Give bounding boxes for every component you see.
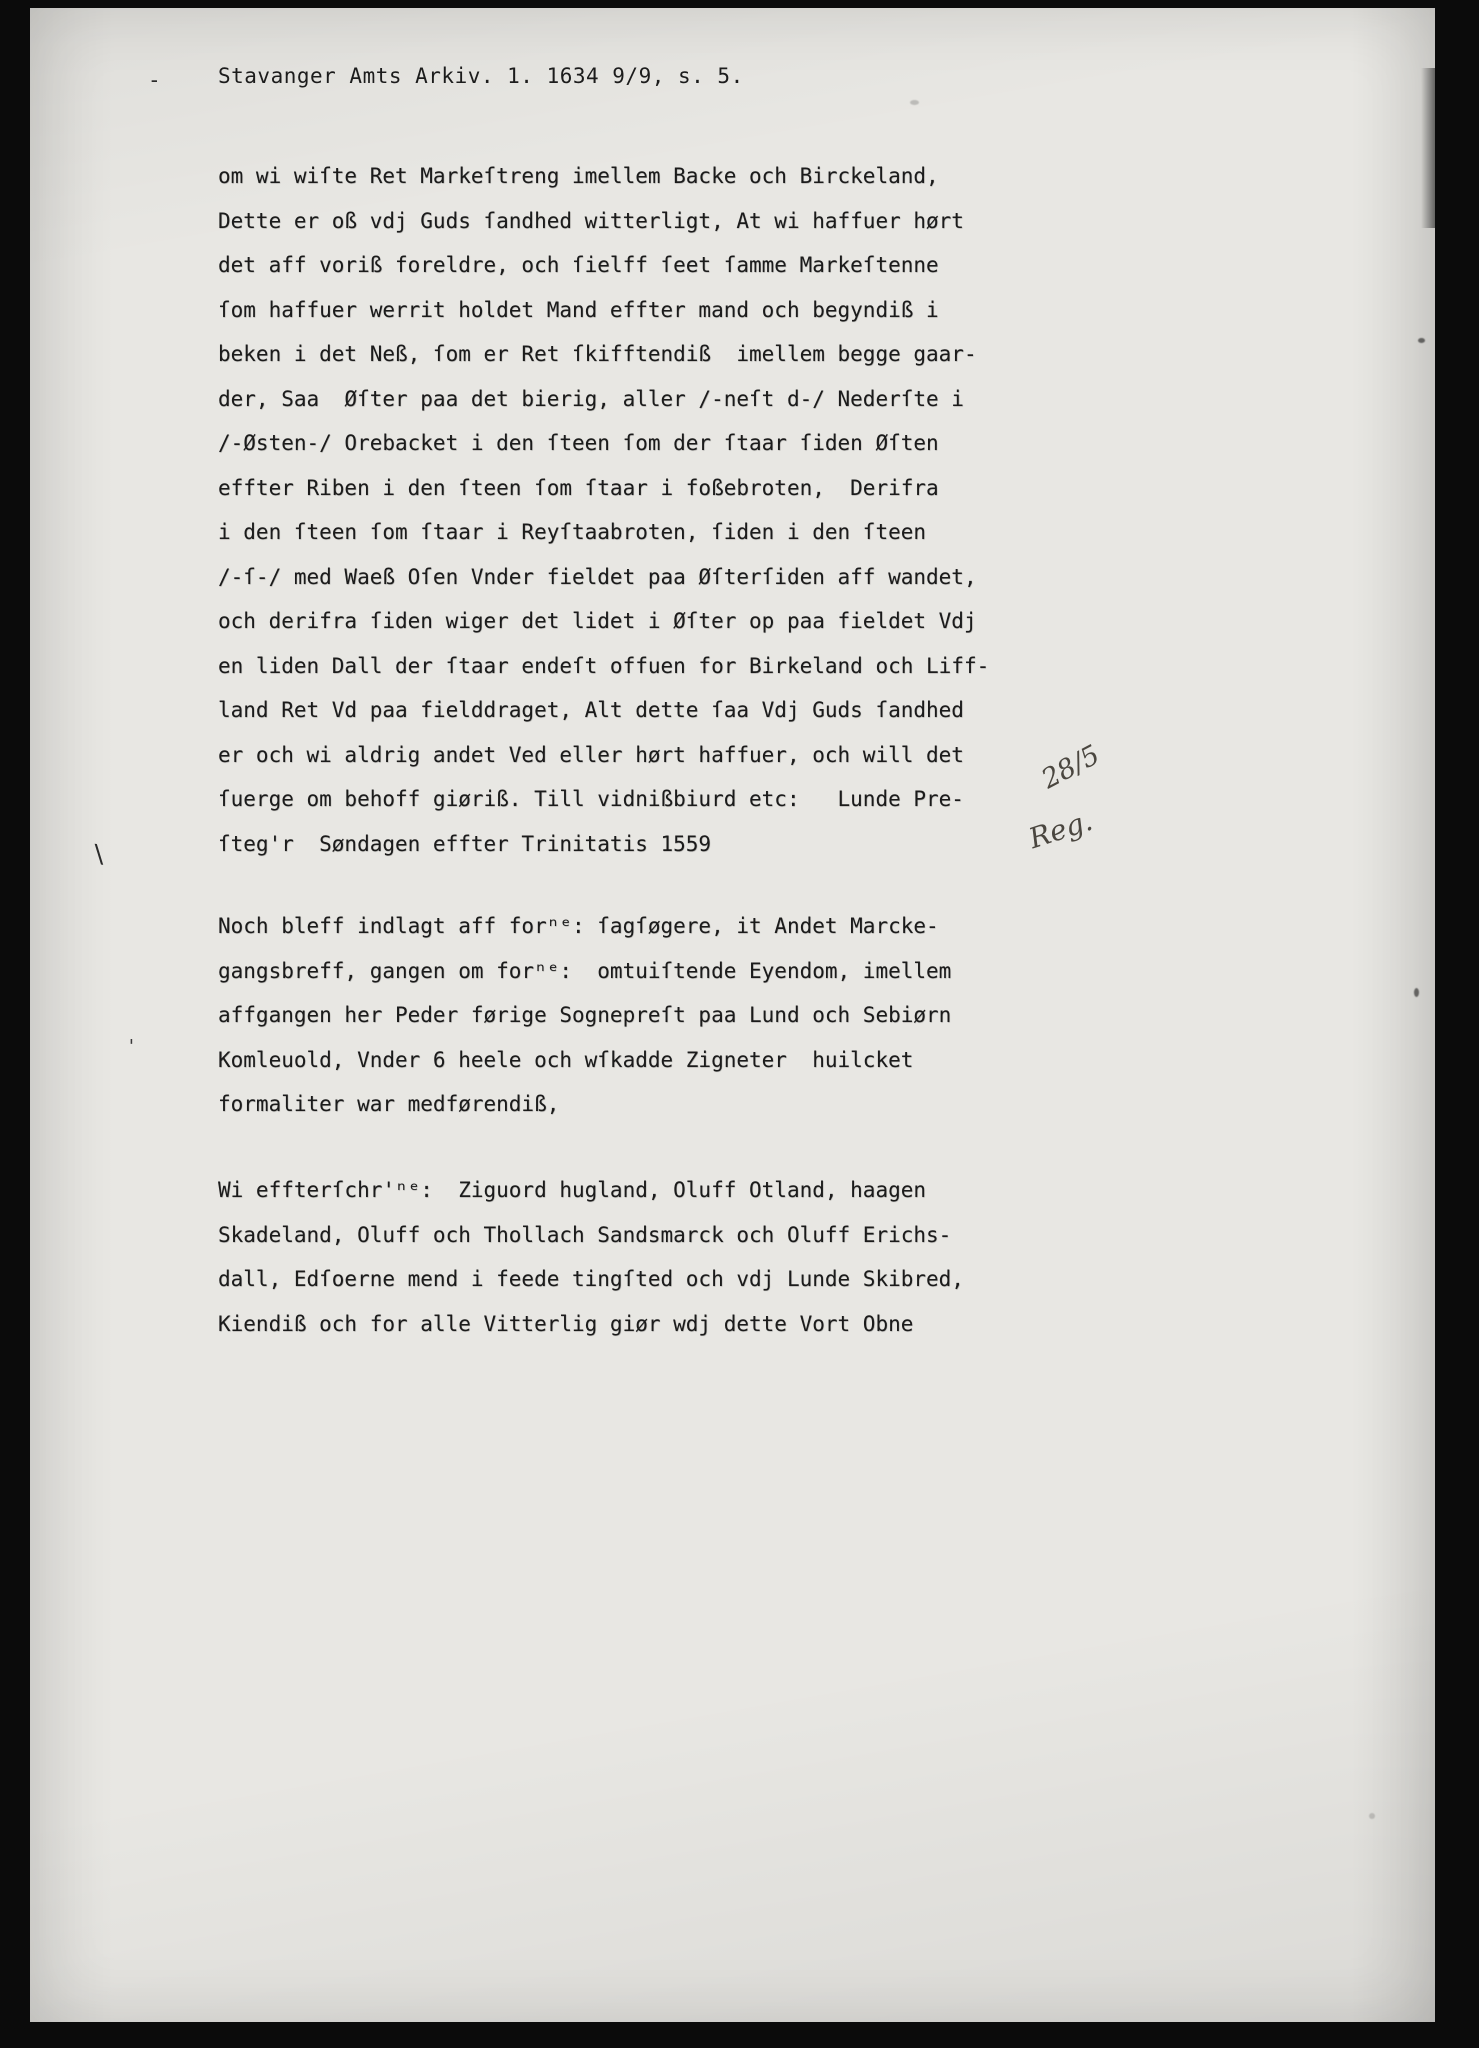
paragraph-3 xyxy=(218,1168,964,1346)
text-line: gangsbreff, gangen om forⁿᵉ: omtuiſtende Eyendom, imellem xyxy=(218,958,952,983)
paragraph-1 xyxy=(218,154,989,866)
text-line: Dette er oß vdj Guds ſandhed witterligt, At wi haffuer hørt xyxy=(218,208,964,233)
text-line: /-ſ-/ med Waeß Oſen Vnder fieldet paa Øſterſiden aff wandet, xyxy=(218,564,977,589)
text-line: beken i det Neß, ſom er Ret ſkifftendiß imellem begge gaar- xyxy=(218,342,977,366)
text-line: affgangen her Peder førige Sognepreſt paa Lund och Sebiørn xyxy=(218,1003,952,1027)
text-line: Noch bleff indlagt aff forⁿᵉ: ſagſøgere, it Andet Marcke- xyxy=(218,914,939,938)
text-line: och derifra ſiden wiger det lidet i Øſter op paa fieldet Vdj xyxy=(218,609,977,633)
text-line: ſteg'r Søndagen effter Trinitatis 1559 xyxy=(218,831,712,856)
handwritten-margin-note xyxy=(1024,739,1120,856)
text-line: det aff voriß foreldre, och ſielff ſeet ſamme Markeſtenne xyxy=(218,253,939,277)
handwritten-date: 28/5 xyxy=(1036,739,1105,796)
text-line: i den ſteen ſom ſtaar i Reyſtaabroten, ſiden i den ſteen xyxy=(218,520,927,544)
text-line: land Ret Vd paa fielddraget, Alt dette ſaa Vdj Guds ſandhed xyxy=(218,698,964,722)
text-line: formaliter war medførendiß, xyxy=(218,1092,560,1116)
text-line: Skadeland, Oluff och Thollach Sandsmarck och Oluff Erichs- xyxy=(218,1222,952,1247)
scan-edge-smudge xyxy=(1421,68,1435,228)
handwritten-reg: Reg. xyxy=(1024,803,1097,856)
scan-speck xyxy=(910,100,919,105)
scan-speck xyxy=(1369,1813,1375,1819)
text-line: en liden Dall der ſtaar endeſt offuen for Birkeland och Liff- xyxy=(218,653,990,678)
text-line: Kiendiß och for alle Vitterlig giør wdj dette Vort Obne xyxy=(218,1311,914,1336)
scan-speck xyxy=(1418,338,1425,343)
stray-dash-mark: - xyxy=(148,68,161,92)
archive-reference-header: Stavanger Amts Arkiv. 1. 1634 9/9, s. 5. xyxy=(218,64,744,88)
text-line: om wi wiſte Ret Markeſtreng imellem Backe och Birckeland, xyxy=(218,164,939,188)
paper-sheet xyxy=(30,8,1435,2022)
text-line: dall, Edſoerne mend i feede tingſted och vdj Lunde Skibred, xyxy=(218,1267,964,1291)
text-line: Wi effterſchr'ⁿᵉ: Ziguord hugland, Oluff Otland, haagen xyxy=(218,1178,927,1202)
scan-speck xyxy=(1414,988,1419,997)
paragraph-2 xyxy=(218,904,951,1127)
text-line: ſom haffuer werrit holdet Mand effter mand och begyndiß i xyxy=(218,297,939,322)
text-line: /-Østen-/ Orebacket i den ſteen ſom der ſtaar ſiden Øſten xyxy=(218,431,939,455)
text-line: Komleuold, Vnder 6 heele och wſkadde Zigneter huilcket xyxy=(218,1047,914,1072)
text-line: effter Riben i den ſteen ſom ſtaar i foßebroten, Derifra xyxy=(218,475,939,500)
text-line: er och wi aldrig andet Ved eller hørt haffuer, och will det xyxy=(218,742,964,767)
stray-tick-mark: ' xyxy=(126,1036,137,1057)
stray-backslash-mark: \ xyxy=(90,839,109,869)
text-line: der, Saa Øſter paa det bierig, aller /-neſt d-/ Nederſte i xyxy=(218,386,964,411)
text-line: ſuerge om behoff giøriß. Till vidnißbiurd etc: Lunde Pre- xyxy=(218,787,964,811)
